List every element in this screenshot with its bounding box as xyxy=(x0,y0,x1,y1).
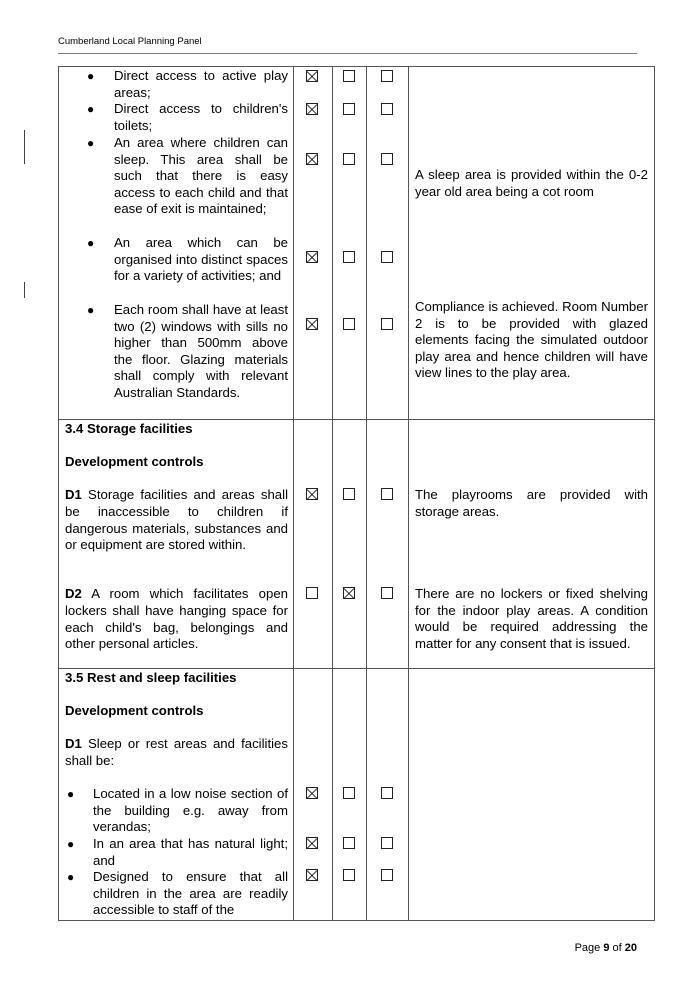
no-column xyxy=(333,420,367,669)
page-number: Page 9 of 20 xyxy=(574,942,637,954)
yes-column xyxy=(294,420,333,669)
header-divider xyxy=(58,53,637,54)
na-column xyxy=(367,420,409,669)
checkbox-empty xyxy=(343,251,355,263)
checkbox-empty xyxy=(381,103,393,115)
revision-mark xyxy=(24,282,25,298)
list-item: ● Located in a low noise section of the building e.g. away from verandas; xyxy=(67,786,288,835)
list-item: ● Designed to ensure that all children in the area are readily accessible to staff of the xyxy=(67,869,288,918)
comment-cell xyxy=(409,669,655,921)
subheading: Development controls xyxy=(65,454,204,470)
checkbox-empty xyxy=(343,318,355,330)
comment-text: The playrooms are provided with storage areas. xyxy=(415,487,648,519)
checkbox-empty xyxy=(343,153,355,165)
checkbox-empty xyxy=(381,488,393,500)
checkbox-empty xyxy=(381,837,393,849)
checkbox-checked xyxy=(306,787,318,799)
no-column xyxy=(333,669,367,921)
table-row xyxy=(59,420,655,669)
subheading: Development controls xyxy=(65,703,204,719)
na-column xyxy=(367,67,409,420)
checkbox-empty xyxy=(343,488,355,500)
control-cell xyxy=(59,669,294,921)
control-d1: D1 Sleep or rest areas and facilities shall be: xyxy=(65,736,288,768)
comment-text: A sleep area is provided within the 0-2 year old area being a cot room xyxy=(415,167,648,199)
yes-column xyxy=(294,67,333,420)
bullet-list xyxy=(65,786,288,919)
control-cell xyxy=(59,67,294,420)
yes-column xyxy=(294,669,333,921)
bullet-list xyxy=(65,68,288,402)
checkbox-empty xyxy=(306,587,318,599)
checkbox-checked xyxy=(343,587,355,599)
na-column xyxy=(367,669,409,921)
section-heading: 3.4 Storage facilities xyxy=(65,421,193,436)
checkbox-checked xyxy=(306,251,318,263)
list-item: ● An area which can be organised into distinct spaces for a variety of activities; and xyxy=(87,235,288,284)
list-item: ● Direct access to active play areas; xyxy=(87,68,288,100)
revision-mark xyxy=(24,130,25,164)
checkbox-empty xyxy=(381,153,393,165)
checkbox-empty xyxy=(343,837,355,849)
checkbox-empty xyxy=(343,869,355,881)
no-column xyxy=(333,67,367,420)
checkbox-checked xyxy=(306,869,318,881)
table-row xyxy=(59,67,655,420)
checkbox-empty xyxy=(381,251,393,263)
compliance-table xyxy=(58,66,655,921)
checkbox-checked xyxy=(306,488,318,500)
checkbox-checked xyxy=(306,837,318,849)
comment-cell xyxy=(409,420,655,669)
checkbox-checked xyxy=(306,318,318,330)
control-d2: D2 A room which facilitates open lockers shall have hanging space for each child's bag, belongings and other personal articles. xyxy=(65,586,288,652)
comment-cell xyxy=(409,67,655,420)
list-item: ● Direct access to children's toilets; xyxy=(87,101,288,133)
document-header: Cumberland Local Planning Panel xyxy=(58,36,202,47)
table-row xyxy=(59,669,655,921)
control-cell xyxy=(59,420,294,669)
checkbox-empty xyxy=(381,70,393,82)
section-heading: 3.5 Rest and sleep facilities xyxy=(65,670,237,685)
checkbox-empty xyxy=(343,70,355,82)
checkbox-empty xyxy=(343,103,355,115)
checkbox-empty xyxy=(381,587,393,599)
checkbox-empty xyxy=(381,787,393,799)
checkbox-checked xyxy=(306,70,318,82)
comment-text: There are no lockers or fixed shelving for the indoor play areas. A condition would be required addressing the matter for any consent that is issued. xyxy=(415,586,648,651)
checkbox-empty xyxy=(381,318,393,330)
list-item: ● In an area that has natural light; and xyxy=(67,836,288,868)
checkbox-checked xyxy=(306,153,318,165)
list-item: ● Each room shall have at least two (2) windows with sills no higher than 500mm above the floor. Glazing materials shall comply with relevant Australian Standards. xyxy=(87,302,288,400)
comment-text: Compliance is achieved. Room Number 2 is to be provided with glazed elements facing the simulated outdoor play area and hence children will have view lines to the play area. xyxy=(415,299,648,381)
list-item: ● An area where children can sleep. This area shall be such that there is easy access to each child and that ease of exit is maintained; xyxy=(87,135,288,217)
checkbox-checked xyxy=(306,103,318,115)
checkbox-empty xyxy=(343,787,355,799)
control-d1: D1 Storage facilities and areas shall be inaccessible to children if dangerous materials, substances and or equipment are stored within. xyxy=(65,487,288,553)
checkbox-empty xyxy=(381,869,393,881)
